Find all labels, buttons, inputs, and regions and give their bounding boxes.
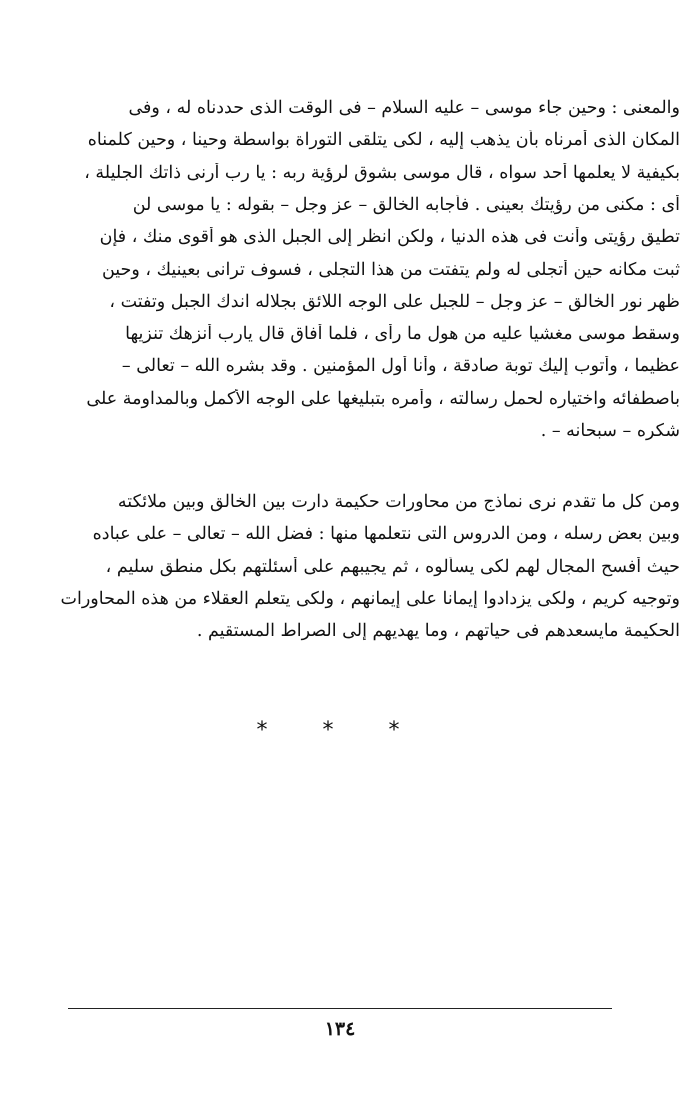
text-line: ظهر نور الخالق – عز وجل – للجبل على الوجه اللائق بجلاله اندك الجبل وتفتت ، <box>109 291 680 312</box>
text-line: بكيفية لا يعلمها أحد سواه ، قال موسى بشوق لرؤية ربه : يا رب أرنى ذاتك الجليلة ، <box>84 162 680 183</box>
section-separator: * * * <box>256 718 424 743</box>
text-line: وسقط موسى مغشيا عليه من هول ما رأى ، فلما أفاق قال يارب أنزهك تنزيها <box>125 324 680 345</box>
text-line: وتوجيه كريم ، ولكى يزدادوا إيمانا على إيمانهم ، ولكى يتعلم العقلاء من هذه المحاورات <box>60 588 680 609</box>
text-line: وبين بعض رسله ، ومن الدروس التى نتعلمها منها : فضل الله – تعالى – على عباده <box>92 524 680 545</box>
text-line: شكره – سبحانه – . <box>540 421 680 441</box>
text-line: والمعنى : وحين جاء موسى – عليه السلام – فى الوقت الذى حددناه له ، وفى <box>128 98 680 118</box>
text-line: ثبت مكانه حين أتجلى له ولم يتفتت من هذا التجلى ، فسوف ترانى بعينيك ، وحين <box>101 259 680 280</box>
text-line: المكان الذى أمرناه بأن يذهب إليه ، لكى يتلقى التوراة بواسطة وحينا ، وحين كلمناه <box>87 130 680 151</box>
footer-rule <box>68 1008 612 1009</box>
text-line: ومن كل ما تقدم نرى نماذج من محاورات حكيمة دارت بين الخالق وبين ملائكته <box>117 492 680 512</box>
text-line: أى : مكنى من رؤيتك بعينى . فأجابه الخالق – عز وجل – بقوله : يا موسى لن <box>132 194 680 215</box>
text-line: باصطفائه واختياره لحمل رسالته ، وأمره بتبليغها على الوجه الأكمل وبالمداومة على <box>86 388 680 409</box>
text-line: عظيما ، وأتوب إليك توبة صادقة ، وأنا أول المؤمنين . وقد بشره الله – تعالى – <box>121 356 680 377</box>
text-line: تطيق رؤيتى وأنت فى هذه الدنيا ، ولكن انظر إلى الجبل الذى هو أقوى منك ، فإن <box>99 227 680 248</box>
text-line: الحكيمة مايسعدهم فى حياتهم ، وما يهديهم إلى الصراط المستقيم . <box>196 621 680 642</box>
page-number: ١٣٤ <box>324 1018 356 1040</box>
text-line: حيث أفسح المجال لهم لكى يسألوه ، ثم يجيبهم على أسئلتهم بكل منطق سليم ، <box>105 556 680 577</box>
